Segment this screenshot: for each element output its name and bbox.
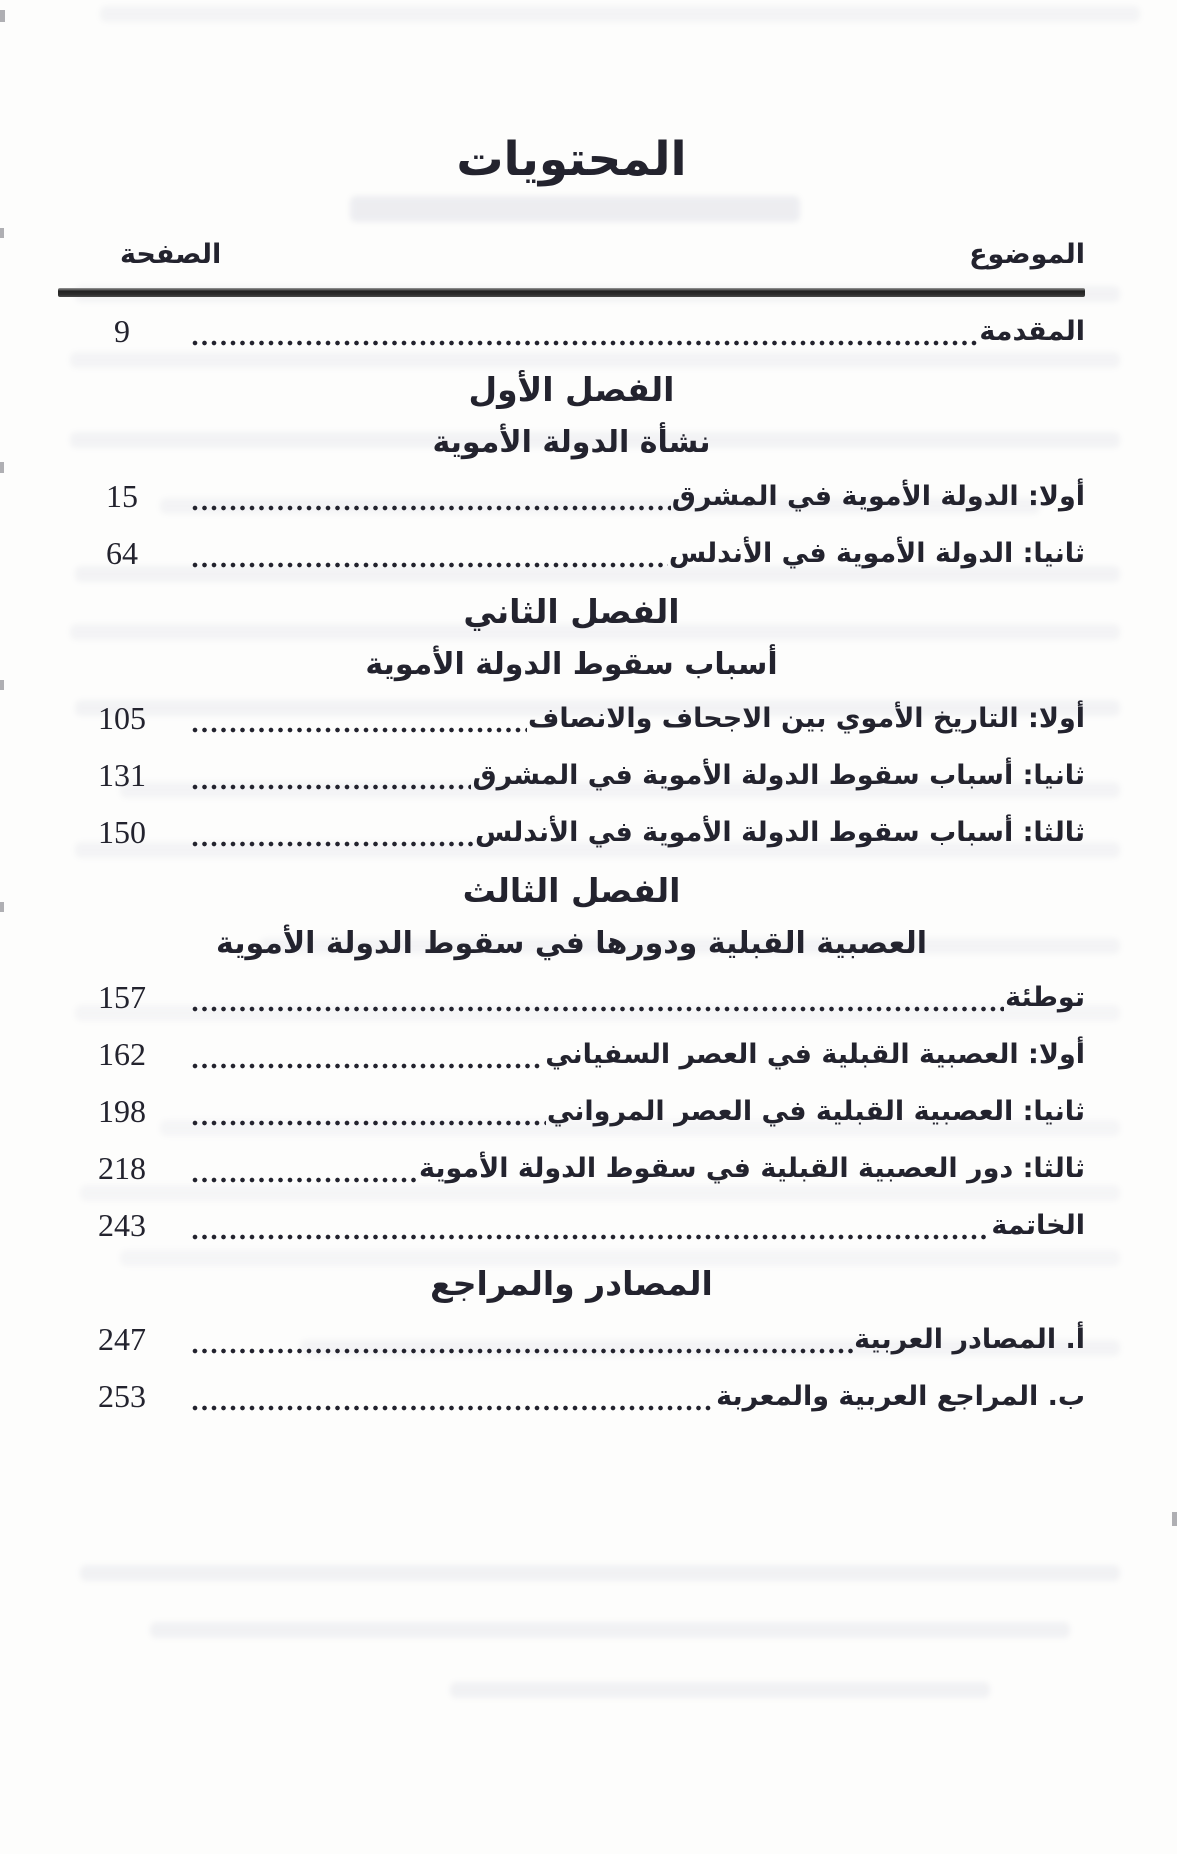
toc-entry-title: أولا: العصبية القبلية في العصر السفياني [545,1039,1085,1070]
toc-entry-title: ثانيا: أسباب سقوط الدولة الأموية في المشرق [472,760,1085,791]
dotted-leader [192,1348,853,1354]
column-header-page: الصفحة [120,239,222,270]
toc-entry [58,303,1085,360]
toc-entry-title: أولا: الدولة الأموية في المشرق [671,481,1085,512]
bleed-through-artifact [150,1622,1070,1638]
page-title: المحتويات [456,132,687,187]
toc-entry-title: أ. المصادر العربية [854,1324,1085,1355]
scan-speck [1172,1512,1177,1526]
toc-entry-page: 243 [98,1207,146,1243]
toc-entry-title: ب. المراجع العربية والمعربة [716,1381,1085,1412]
chapter-subtitle: العصبية القبلية ودورها في سقوط الدولة الأموية [216,926,927,961]
toc-entry-title: ثانيا: الدولة الأموية في الأندلس [668,538,1085,569]
dotted-leader [192,1006,1004,1012]
dotted-leader [192,841,474,847]
toc-entry [58,1026,1085,1083]
toc-entry [58,1368,1085,1425]
dotted-leader [192,1063,544,1069]
toc-entry-page: 131 [98,757,146,793]
toc-entry-title: ثالثا: أسباب سقوط الدولة الأموية في الأندلس [474,817,1085,848]
dotted-leader [192,1120,546,1126]
chapter-title: الفصل الثالث [462,871,681,910]
chapter-subtitle: أسباب سقوط الدولة الأموية [365,647,778,682]
toc-entry-page: 218 [98,1150,146,1186]
toc-entry-page: 253 [98,1378,146,1414]
dotted-leader [192,727,527,733]
toc-entry [58,747,1085,804]
toc-entry-page: 15 [106,478,138,514]
toc-entry [58,690,1085,747]
toc-entry-page: 105 [98,700,146,736]
toc-entry [58,525,1085,582]
bleed-through-artifact [450,1682,990,1698]
toc-entry-title: أولا: التاريخ الأموي بين الاجحاف والانصاف [527,703,1085,734]
toc-entry-title: ثالثا: دور العصبية القبلية في سقوط الدولة الأموية [418,1153,1085,1184]
dotted-leader [192,784,471,790]
toc-entry [58,1083,1085,1140]
column-header-subject: الموضوع [969,239,1085,270]
bleed-through-artifact [100,6,1140,22]
toc-entry [58,969,1085,1026]
chapter-subtitle: نشأة الدولة الأموية [432,425,711,460]
toc-entry-page: 150 [98,814,146,850]
chapter-heading [58,360,1085,468]
dotted-leader [192,340,978,346]
toc-entry-page: 162 [98,1036,146,1072]
header-rule [58,288,1085,297]
toc-entry-page: 157 [98,979,146,1015]
toc-entry [58,1140,1085,1197]
toc-entry-page: 247 [98,1321,146,1357]
dotted-leader [192,1177,418,1183]
table-header-row [58,239,1085,270]
chapter-heading [58,582,1085,690]
toc-entry-page: 198 [98,1093,146,1129]
toc-entry-title: توطئة [1005,982,1085,1013]
bleed-through-artifact [80,1565,1120,1581]
page-content [0,132,1177,1425]
dotted-leader [192,1405,715,1411]
toc-entry [58,468,1085,525]
toc-entry-title: ثانيا: العصبية القبلية في العصر المرواني [546,1096,1085,1127]
toc-entry [58,1197,1085,1254]
toc-entry [58,804,1085,861]
toc-entry [58,1311,1085,1368]
scan-speck [0,10,5,22]
chapter-title: المصادر والمراجع [430,1264,713,1303]
chapter-heading [58,1254,1085,1311]
toc-entry-title: الخاتمة [991,1210,1085,1241]
dotted-leader [192,1234,990,1240]
toc-entry-page: 64 [106,535,138,571]
toc-entry-page: 9 [114,313,130,349]
dotted-leader [192,562,668,568]
chapter-heading [58,861,1085,969]
toc-list [58,303,1085,1425]
chapter-title: الفصل الأول [468,370,675,409]
dotted-leader [192,505,671,511]
chapter-title: الفصل الثاني [463,592,680,631]
toc-entry-title: المقدمة [979,316,1085,347]
